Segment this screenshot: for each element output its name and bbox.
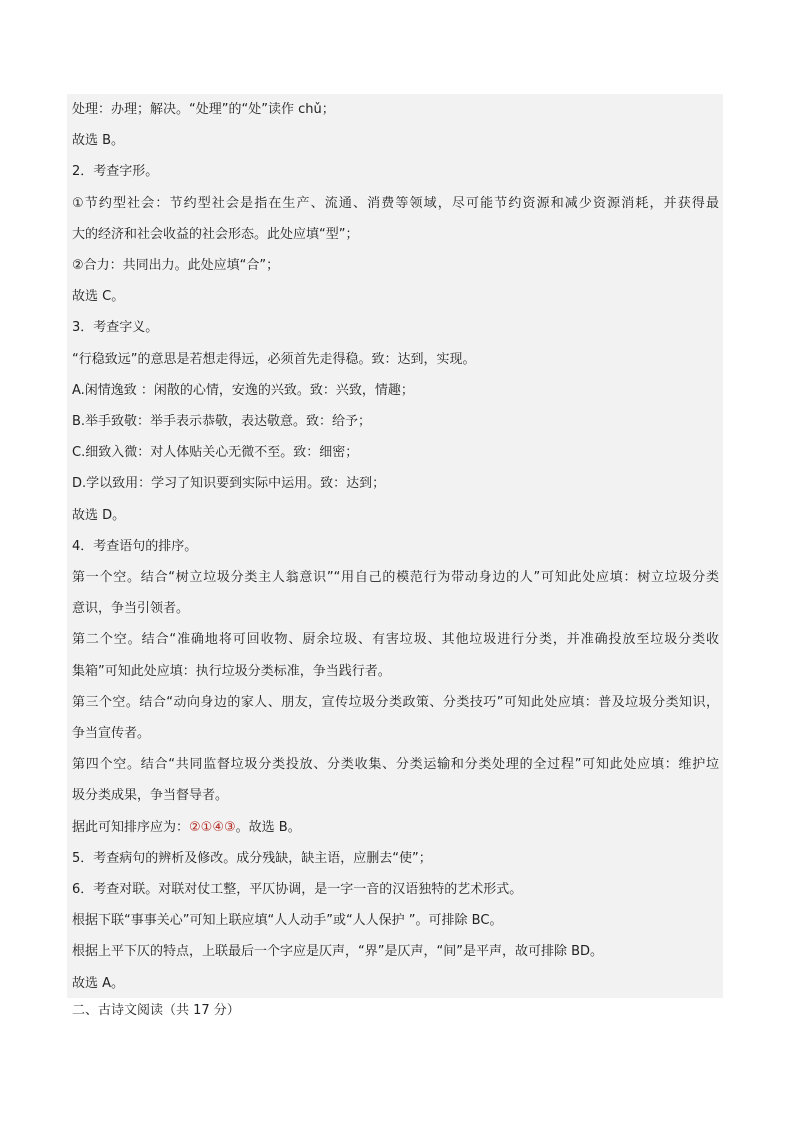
answer-line: 第三个空。结合“动向身边的家人、朋友，宣传垃圾分类政策、分类技巧”可知此处应填：普及垃圾分类知识， (72, 695, 719, 710)
answer-line: 意识，争当引领者。 (72, 601, 190, 616)
option-a: A.闲情逸致 ：闲散的心情，安逸的兴致。致：兴致，情趣； (72, 383, 414, 398)
question-heading: 6．考查对联。对联对仗工整，平仄协调，是一字一音的汉语独特的艺术形式。 (72, 882, 523, 897)
option-d: D.学以致用：学习了知识要到实际中运用。致：达到； (72, 476, 386, 491)
answer-line: 第一个空。结合“树立垃圾分类主人翁意识”“用自己的模范行为带动身边的人”可知此处应填：树立垃圾分类 (72, 570, 719, 585)
answer-text: 据此可知排序应为： (72, 820, 190, 835)
answer-line: 故选 C。 (72, 289, 125, 304)
answer-text: 。故选 B。 (235, 820, 301, 835)
answer-line: 集箱”可知此处应填：执行垃圾分类标准，争当践行者。 (72, 664, 391, 679)
answer-line: 处理：办理；解决。“处理”的“处”读作 chǔ； (72, 102, 335, 117)
answer-line: 大的经济和社会收益的社会形态。此处应填“型”； (72, 227, 359, 242)
answer-line: “行稳致远”的意思是若想走得远，必须首先走得稳。致：达到，实现。 (72, 352, 476, 367)
answer-line: 争当宣传者。 (72, 726, 151, 741)
answer-line: 根据下联“事事关心”可知上联应填“人人动手”或“人人保护 ”。可排除 BC。 (72, 913, 503, 928)
question-heading: 5．考查病句的辨析及修改。成分残缺，缺主语，应删去“使”； (72, 851, 432, 866)
answer-line: 圾分类成果，争当督导者。 (72, 788, 229, 803)
answer-line: 根据上平下仄的特点，上联最后一个字应是仄声，“界”是仄声，“间”是平声，故可排除 BD。 (72, 944, 604, 959)
answer-line: 故选 A。 (72, 976, 125, 991)
answer-line: 故选 B。 (72, 133, 125, 148)
question-heading: 4．考查语句的排序。 (72, 539, 198, 554)
question-heading: 2．考查字形。 (72, 164, 159, 179)
answer-line: ①节约型社会：节约型社会是指在生产、流通、消费等领域，尽可能节约资源和减少资源消耗，并获得最 (72, 196, 719, 211)
section-heading: 二、古诗文阅读（共 17 分） (72, 1003, 240, 1018)
answer-line: 第四个空。结合“共同监督垃圾分类投放、分类收集、分类运输和分类处理的全过程”可知此处应填：维护垃 (72, 757, 719, 772)
answer-line: 第二个空。结合“准确地将可回收物、厨余垃圾、有害垃圾、其他垃圾进行分类，并准确投放至垃圾分类收 (72, 632, 719, 647)
option-c: C.细致入微：对人体贴关心无微不至。致：细密； (72, 445, 359, 460)
answer-line (72, 819, 719, 837)
question-heading: 3．考查字义。 (72, 320, 159, 335)
option-b: B.举手致敬：举手表示恭敬，表达敬意。致：给予； (72, 414, 372, 429)
answer-line: 故选 D。 (72, 508, 126, 523)
order-sequence: ②①④③ (189, 820, 236, 835)
answer-line: ②合力：共同出力。此处应填“合”； (72, 258, 280, 273)
answer-explanation-block (67, 94, 723, 998)
